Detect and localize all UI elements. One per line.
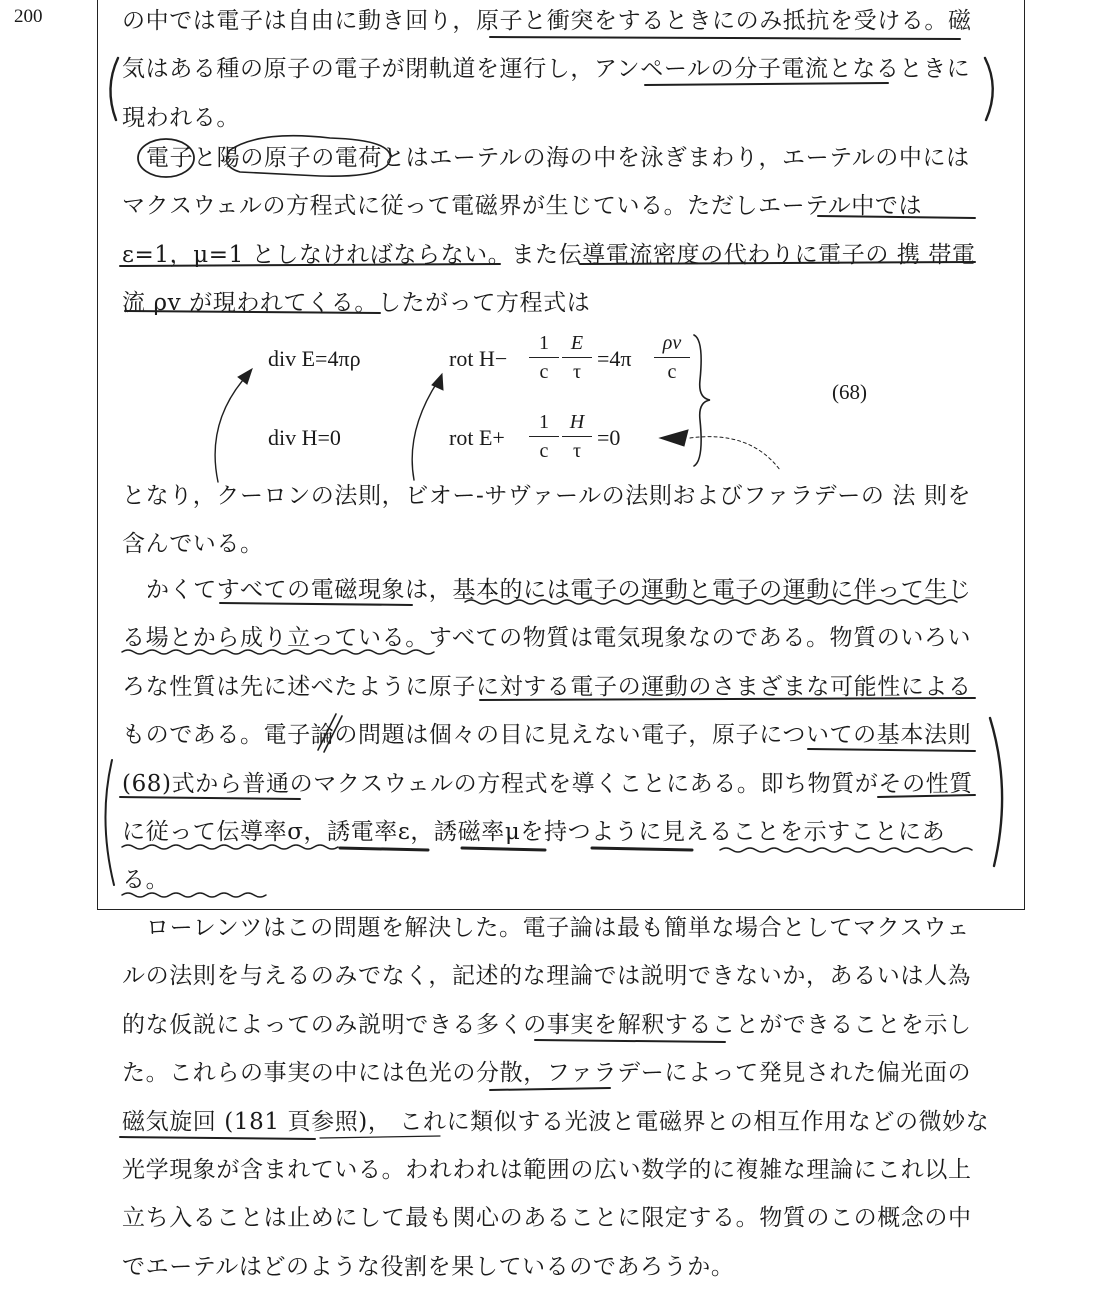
fraction-e-over-tau: E τ — [562, 330, 592, 385]
underline-mark — [480, 698, 975, 700]
equation-rot-e-right: =0 — [597, 425, 621, 450]
fraction-rhov-over-c: ρv c — [654, 330, 690, 385]
bracket-mark — [990, 718, 1002, 866]
paragraph-2: 電子と陽の原子の電荷とはエーテルの海の中を泳ぎまわり，エーテルの中にはマクスウェルの方程式に従って電磁界が生じている。ただしエーテル中ではε=1，μ=1 としなければならない。また伝導電流密度の代わりに電子の 携 帯電流 ρv が現われてくる。したがって方程式は — [122, 145, 976, 317]
underline-mark — [878, 795, 975, 797]
wavy-underline-mark — [465, 600, 957, 604]
circle-mark — [227, 136, 391, 176]
equation-rot-h-right: =4π — [597, 346, 632, 371]
underline-mark — [490, 37, 960, 39]
paragraph-4: かくてすべての電磁現象は，基本的には電子の運動と電子の運動に伴って生じる場とから成り立っている。すべての物質は電気現象なのである。物質のいろいろな性質は先に述べたように原子に対する電子の運動のさまざまな可能性によるものである。電子論の問題は個々の目に見えない電子，原子についての基本法則(68)式から普通のマクスウェルの方程式を導くことにある。即ち物質がその性質に従って伝導率σ，誘電率ε，誘磁率μを持つように見えることを示すことにある。 — [122, 577, 973, 894]
underline-mark — [490, 1088, 610, 1090]
bracket-mark — [105, 760, 114, 885]
underline-mark — [120, 797, 300, 799]
circle-mark — [138, 139, 194, 177]
fraction-h-over-tau: H τ — [562, 409, 592, 464]
wavy-underline-mark — [720, 848, 972, 852]
paragraph-3: となり，クーロンの法則，ビオー-サヴァールの法則およびファラデーの 法 則を含んでいる。 — [122, 483, 972, 558]
wavy-underline-mark — [122, 845, 338, 849]
bracket-mark — [985, 58, 993, 120]
paragraph-1: の中では電子は自由に動き回り，原子と衝突をするときにのみ抵抗を受ける。磁気はある種の原子の電子が閉軌道を運行し，アンペールの分子電流となるときに現われる。 — [122, 8, 972, 131]
equation-rot-e-left: rot E+ — [449, 425, 505, 450]
underline-mark — [340, 848, 428, 850]
fraction-1-over-c-a: 1 c — [529, 330, 559, 385]
underline-mark — [462, 848, 545, 850]
paragraph-5: ローレンツはこの問題を解決した。電子論は最も簡単な場合としてマクスウェルの法則を与えるのみでなく，記述的な理論では説明できないか，あるいは人為的な仮説によってのみ説明できる多くの事実を解釈することができることを示した。これらの事実の中には色光の分散，ファラデーによって発見された偏光面の磁気旋回 (181 頁参照)， これに類似する光波と電磁界との相互作用などの微妙な光学現象が含まれている。われわれは範囲の広い数学的に複雑な理論にこれ以上立ち入ることは止めにして最も関心のあることに限定する。物質のこの概念の中でエーテルはどのような役割を果しているのであろうか。 — [122, 915, 990, 1280]
bracket-mark — [110, 58, 118, 120]
underline-mark — [645, 83, 888, 85]
page-number: 200 — [14, 6, 43, 27]
wavy-underline-mark — [122, 650, 434, 654]
underline-mark — [120, 1137, 315, 1139]
arrow-mark — [660, 430, 688, 446]
underline-mark — [580, 262, 975, 264]
underline-mark — [125, 311, 380, 313]
underline-mark — [592, 848, 692, 850]
equation-number: (68) — [832, 380, 867, 404]
equation-rot-h-left: rot H− — [449, 346, 508, 371]
equation-div-h: div H=0 — [268, 425, 341, 450]
arrow-mark — [412, 378, 440, 480]
brace-mark — [694, 335, 710, 466]
arrow-mark — [238, 369, 252, 384]
underline-mark — [818, 216, 975, 218]
wavy-underline-mark — [122, 893, 266, 897]
underline-mark — [535, 1040, 725, 1042]
slash-mark — [318, 714, 342, 752]
underline-mark — [120, 264, 500, 266]
underline-mark — [320, 1136, 440, 1138]
underline-mark — [220, 603, 412, 605]
arrow-mark — [690, 437, 780, 470]
underline-mark — [808, 749, 975, 751]
equation-div-e: div E=4πρ — [268, 346, 361, 371]
fraction-1-over-c-b: 1 c — [529, 409, 559, 464]
arrow-mark — [215, 372, 250, 482]
